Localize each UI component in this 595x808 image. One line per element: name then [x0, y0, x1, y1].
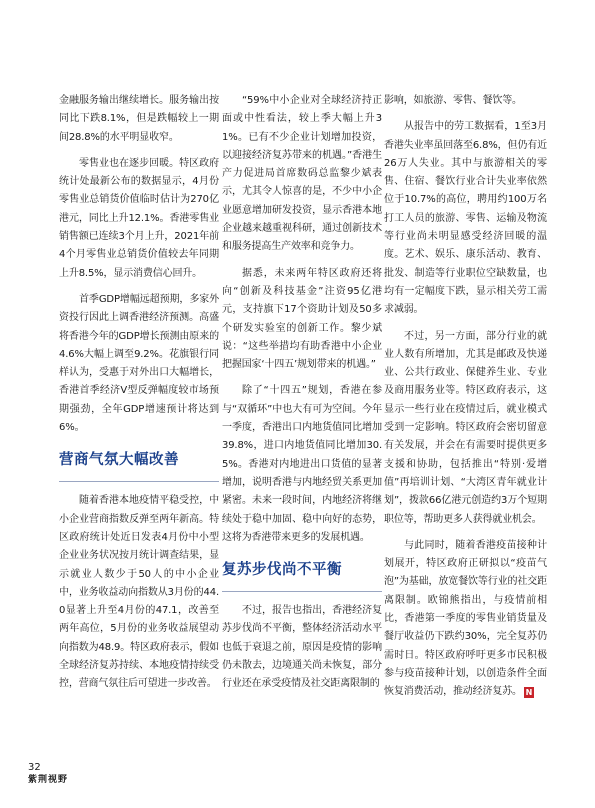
paragraph-text: 随着香港本地疫情平稳受控，中小企业营商指数反弹至两年新高。特区政府统计处近日发表4月份中小型企业业务状况按月统计调查结果，显示就业人数少于50人的中小企业中，业务收益动向指数从3月份的44.0显著上升至4月份的47.1，改善至两年高位，5月份的业务收益展望动向指数为48.9。特区政府表示，假如全球经济复苏持续、本地疫情持续受控，营商气氛往后可望进一步改善。 — [59, 495, 219, 690]
end-of-article-mark: N — [525, 688, 533, 698]
column-2 — [222, 92, 382, 702]
heading-divider — [59, 481, 219, 482]
body-paragraph — [222, 382, 382, 547]
page-number: 32 — [28, 762, 41, 773]
paragraph-text: 影响，如旅游、零售、餐饮等。 — [384, 95, 522, 106]
paragraph-text: 除了“十四五”规划，香港在参与“双循环”中也大有可为空间。今年一季度，香港出口内地货值同比增加39.8%，进口内地货值同比增加30.5%。香港对内地进出口货值的显著增加，说明香港与内地经贸关系更加紧密。未来一段时间，内地经济将继续处于稳中加固、稳中向好的态势，这将为香港带来更多的发展机遇。 — [222, 385, 382, 543]
body-paragraph — [384, 118, 547, 319]
body-paragraph — [59, 492, 219, 693]
body-paragraph — [59, 291, 219, 437]
heading-divider — [222, 591, 382, 592]
page-footer — [28, 762, 68, 786]
body-paragraph — [384, 92, 547, 110]
body-paragraph — [59, 155, 219, 283]
paragraph-text: 金融服务输出继续增长。服务输出按同比下跌8.1%，但是跌幅较上一期间28.8%的水平明显收窄。 — [59, 95, 219, 143]
section-heading: 营商气氛大幅改善 — [59, 452, 179, 469]
paragraph-text: 与此同时，随着香港疫苗接种计划展开，特区政府正研拟以“疫苗气泡”为基础，放宽餐饮等行业的社交距离限制。欧锦熊指出，与疫情前相比，香港第一季度的零售业销货量及餐厅收益仍下跌约30%，完全复苏仍需时日。特区政府呼吁更多市民积极参与疫苗接种计划，以创造条件全面恢复消费活动，推动经济复苏。 — [384, 539, 547, 698]
paragraph-text: 首季GDP增幅远超预期，多家外资投行因此上调香港经济预测。高盛将香港今年的GDP增长预测由原来的4.6%大幅上调至9.2%。花旗银行同样认为，受惠于对外出口大幅增长，香港首季经济V型反弹幅度较市场预期强劲，全年GDP增速预计将达到6%。 — [59, 293, 219, 434]
magazine-name: 紫荆视野 — [28, 775, 69, 785]
body-paragraph — [222, 602, 382, 693]
body-paragraph — [222, 265, 382, 375]
paragraph-text: 据悉，未来两年特区政府还将向“创新及科技基金”注资95亿港元，支持旗下17个资助计划及50多个研发实验室的创新工作。黎少斌说：“这些举措均有助香港中小企业把握国家‘十四五’规划带来的机遇。” — [222, 267, 382, 371]
body-paragraph — [384, 537, 547, 702]
paragraph-text: 不过，报告也指出，香港经济复苏步伐尚不平衡，整体经济活动水平也低于衰退之前，原因是疫情的影响仍未散去，边境通关尚未恢复，部分行业还在承受疫情及社交距离限制的 — [222, 605, 382, 690]
paragraph-text: “59%中小企业对全球经济持正面或中性看法，较上季大幅上升31%。已有不少企业计划增加投资，以迎接经济复苏带来的机遇。”香港生产力促进局首席数码总监黎少斌表示，尤其令人惊喜的是，不少中小企业愿意增加研发投资，显示香港本地企业越来越重视科研，通过创新技术和服务提高生产效率和竞争力。 — [222, 95, 382, 253]
body-paragraph — [59, 92, 219, 147]
paragraph-text: 从报告中的劳工数据看，1至3月香港失业率虽回落至6.8%，但仍有近26万人失业。其中与旅游相关的零售、住宿、餐饮行业合计失业率依然位于10.7%的高位，聘用约100万名打工人员的旅游、零售、运输及物流等行业尚未明显感受经济回暖的温度。艺术、娱乐、康乐活动、教育、批发、制造等行业职位空缺数量，也均有一定幅度下跌，显示相关劳工需求减弱。 — [384, 121, 547, 316]
paragraph-text: 不过，另一方面，部分行业的就业人数有所增加，尤其是邮政及快递业、公共行政业、保健养生业、专业及商用服务业等。特区政府表示，这显示一些行业在疫情过后，就业模式受到一定影响。特区政府会密切留意有关发展，并会在有需要时提供更多支援和协助，包括推出“特别·爱增值”再培训计划、“大湾区青年就业计划”，拨款66亿港元创造约3万个短期职位等，帮助更多人获得就业机会。 — [384, 330, 547, 525]
section-heading: 复苏步伐尚不平衡 — [222, 562, 342, 579]
paragraph-text: 零售业也在逐步回暖。特区政府统计处最新公布的数据显示，4月份零售业总销货价值临时估计为270亿港元，同比上升12.1%。香港零售业销售额已连续3个月上升，2021年前4个月零售业总销货价值较去年同期上升8.5%，显示消费信心回升。 — [59, 157, 219, 279]
body-paragraph — [384, 328, 547, 529]
column-1 — [59, 92, 219, 702]
body-paragraph — [222, 92, 382, 257]
column-3 — [384, 92, 547, 710]
